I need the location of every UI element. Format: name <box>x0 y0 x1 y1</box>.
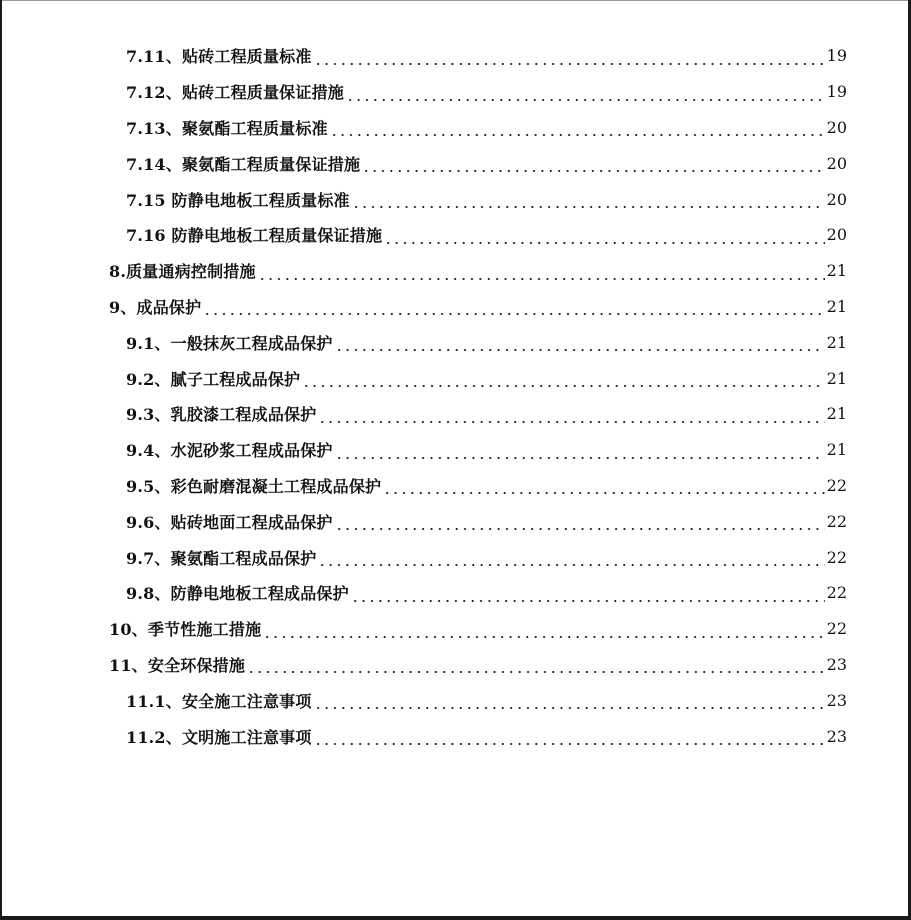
toc-entry-label: 9.8、防静电地板工程成品保护 <box>126 584 349 604</box>
dot-leader <box>314 732 825 746</box>
toc-page-number: 22 <box>826 475 847 495</box>
toc-page-number: 19 <box>826 46 847 66</box>
toc-entry[interactable] <box>0 74 911 110</box>
toc-entry[interactable] <box>0 682 911 718</box>
dot-leader <box>203 302 824 316</box>
toc-entry[interactable] <box>0 718 911 754</box>
page-border-bottom <box>0 916 911 920</box>
toc-page-number: 22 <box>826 511 847 531</box>
toc-entry-label: 8.质量通病控制措施 <box>109 262 256 282</box>
toc-page-number: 20 <box>826 225 847 245</box>
toc-entry-label: 9.3、乳胶漆工程成品保护 <box>126 405 317 425</box>
toc-page-number: 23 <box>826 690 847 710</box>
toc-entry-label: 10、季节性施工措施 <box>109 620 262 640</box>
dot-leader <box>352 195 825 209</box>
toc-entry-label: 11、安全环保措施 <box>109 655 246 675</box>
toc-entry[interactable] <box>0 289 911 325</box>
toc-page-number: 22 <box>826 583 847 603</box>
toc-entry-label: 7.12、贴砖工程质量保证措施 <box>126 83 344 103</box>
table-of-contents <box>0 38 911 754</box>
toc-entry-label: 9.6、贴砖地面工程成品保护 <box>126 512 333 532</box>
toc-entry[interactable] <box>0 110 911 146</box>
toc-page-number: 22 <box>826 547 847 567</box>
toc-entry[interactable] <box>0 253 911 289</box>
toc-page-number: 21 <box>826 440 847 460</box>
dot-leader <box>314 52 825 66</box>
dot-leader <box>314 696 825 710</box>
toc-entry-label: 7.15 防静电地板工程质量标准 <box>126 190 350 210</box>
toc-entry[interactable] <box>0 360 911 396</box>
dot-leader <box>302 374 824 388</box>
toc-entry[interactable] <box>0 324 911 360</box>
dot-leader <box>247 660 825 674</box>
toc-entry[interactable] <box>0 396 911 432</box>
toc-entry[interactable] <box>0 217 911 253</box>
toc-page-number: 21 <box>826 261 847 281</box>
toc-entry-label: 11.1、安全施工注意事项 <box>126 691 312 711</box>
toc-page-number: 19 <box>826 82 847 102</box>
toc-entry-label: 7.11、贴砖工程质量标准 <box>126 47 312 67</box>
toc-entry-label: 11.2、文明施工注意事项 <box>126 727 312 747</box>
dot-leader <box>346 88 825 102</box>
page-border-top <box>0 0 911 1</box>
dot-leader <box>362 159 824 173</box>
toc-page-number: 23 <box>826 654 847 674</box>
dot-leader <box>330 123 825 137</box>
toc-entry-label: 7.16 防静电地板工程质量保证措施 <box>126 226 383 246</box>
toc-page-number: 20 <box>826 117 847 137</box>
dot-leader <box>384 231 825 245</box>
dot-leader <box>351 589 825 603</box>
toc-page-number: 23 <box>826 726 847 746</box>
toc-page-number: 20 <box>826 153 847 173</box>
toc-entry[interactable] <box>0 468 911 504</box>
toc-entry[interactable] <box>0 575 911 611</box>
toc-entry-label: 9.4、水泥砂浆工程成品保护 <box>126 441 333 461</box>
toc-entry[interactable] <box>0 432 911 468</box>
toc-entry-label: 9.2、腻子工程成品保护 <box>126 369 301 389</box>
toc-page-number: 20 <box>826 189 847 209</box>
toc-entry-label: 9.1、一般抹灰工程成品保护 <box>126 333 333 353</box>
toc-entry[interactable] <box>0 503 911 539</box>
toc-entry[interactable] <box>0 539 911 575</box>
toc-entry-label: 9.7、聚氨酯工程成品保护 <box>126 548 317 568</box>
dot-leader <box>318 553 824 567</box>
toc-page-number: 21 <box>826 332 847 352</box>
toc-entry[interactable] <box>0 181 911 217</box>
dot-leader <box>383 481 824 495</box>
dot-leader <box>258 267 825 281</box>
toc-entry[interactable] <box>0 38 911 74</box>
toc-page-number: 22 <box>826 619 847 639</box>
toc-page-number: 21 <box>826 368 847 388</box>
toc-entry-label: 9、成品保护 <box>109 297 202 317</box>
toc-page-number: 21 <box>826 296 847 316</box>
dot-leader <box>335 446 825 460</box>
dot-leader <box>263 625 824 639</box>
toc-entry[interactable] <box>0 611 911 647</box>
dot-leader <box>335 517 825 531</box>
toc-entry-label: 7.14、聚氨酯工程质量保证措施 <box>126 154 361 174</box>
toc-entry[interactable] <box>0 145 911 181</box>
toc-entry-label: 9.5、彩色耐磨混凝土工程成品保护 <box>126 476 382 496</box>
toc-entry[interactable] <box>0 647 911 683</box>
toc-entry-label: 7.13、聚氨酯工程质量标准 <box>126 118 328 138</box>
dot-leader <box>318 410 824 424</box>
dot-leader <box>335 338 825 352</box>
toc-page-number: 21 <box>826 404 847 424</box>
